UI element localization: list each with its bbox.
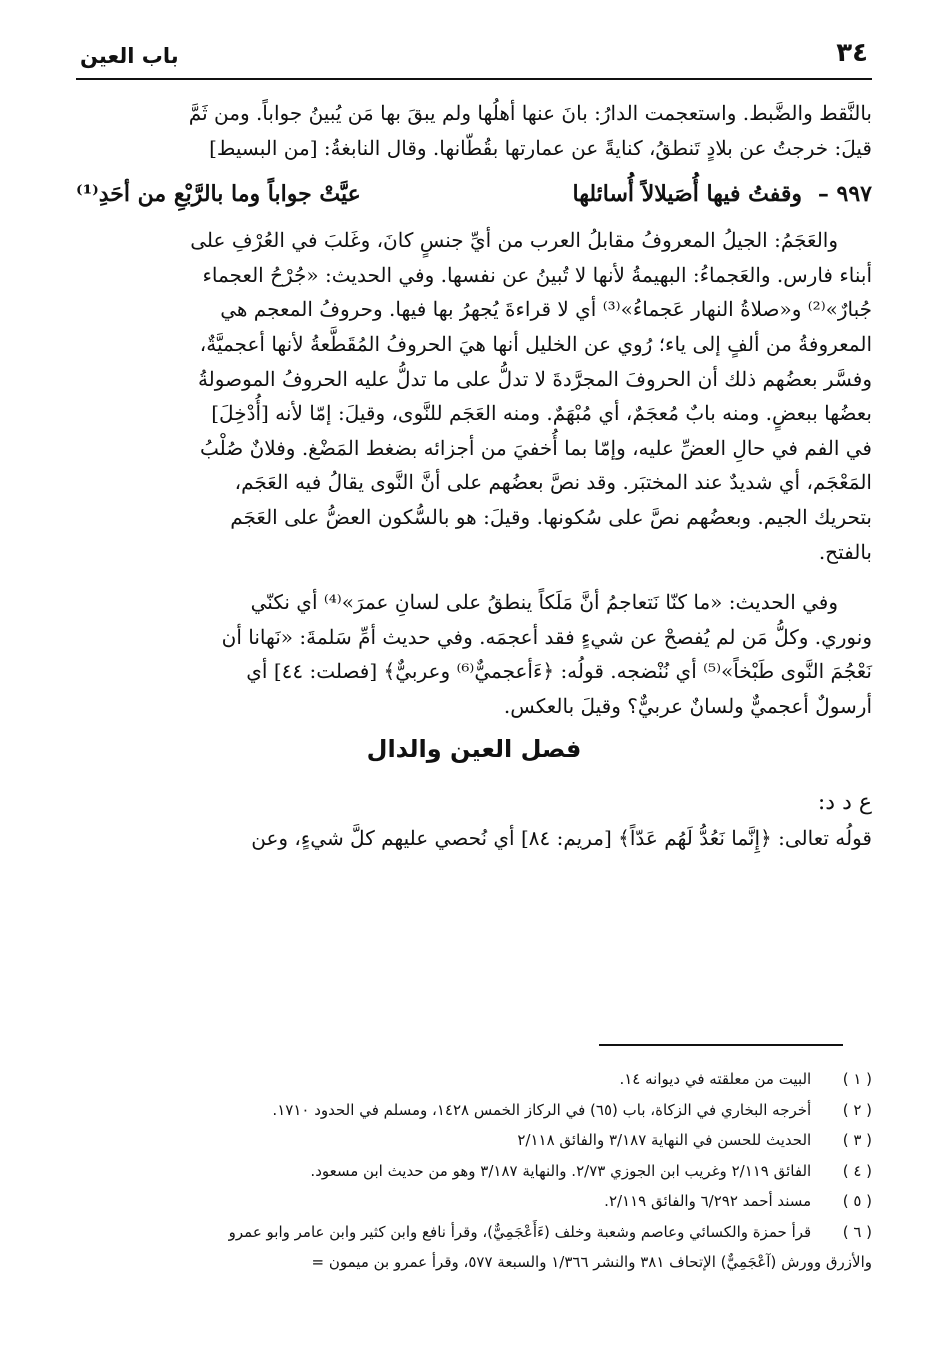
text-line: أبناء فارس. والعَجماءُ: البهيمةُ لأنها لا تُبينُ عن نفسها. وفي الحديث: «جُرْحُ العجماء — [202, 262, 872, 287]
footnote-item — [76, 1125, 872, 1156]
text-line: والعَجَمُ: الجيلُ المعروفُ مقابلُ العرب من أيِّ جنسٍ كانَ، وغَلبَ في العُرْفِ على — [190, 228, 838, 253]
footnote-text: الفائق ٢/١١٩ وغريب ابن الجوزي ٢/٧٣. والنهاية ٣/١٨٧ وهو من حديث ابن مسعود. — [310, 1161, 812, 1180]
poetry-verse — [76, 173, 872, 213]
text-line: المعروفةُ من ألفٍ إلى ياء؛ رُوي عن الخليل أنها هيَ الحروفُ المُقَطَّعةُ لأنها أعجميَّةٌ، — [199, 331, 872, 356]
text-line: بالنَّقط والضَّبط. واستعجمت الدارُ: بانَ عنها أهلُها ولم يبقَ بها مَن يُبينُ جواباً. ومن ثَمَّ — [188, 101, 872, 125]
verse-second-hemistich: عيَّتْ جواباً وما بالرَّبْعِ من أحَدِ⁽¹⁾ — [76, 181, 361, 208]
text-line: جُبارٌ»⁽²⁾ و«صلاةُ النهار عَجماءُ»⁽³⁾ أي لا قراءةَ يُجهرُ بها فيها. وحروفُ المعجم هي — [220, 297, 872, 322]
main-text — [76, 96, 872, 855]
text-line: بالفتح. — [818, 539, 872, 564]
footnote-number: ( ٥ ) — [842, 1192, 872, 1210]
footnote-divider — [599, 1044, 843, 1046]
root-entry-heading: ع د د: — [817, 790, 872, 816]
text-line: وفي الحديث: «ما كنّا نَتعاجمُ أنَّ مَلَكاً ينطقُ على لسانِ عمرَ»⁽⁴⁾ أي نكنّي — [250, 590, 838, 615]
section-heading: فصل العين والدال — [366, 734, 582, 763]
text-line: نَعْجُمَ النَّوى طَبْخاً»⁽⁵⁾ أي نُنْضجه. قولُه: ﴿ءَأعجميٌّ⁽⁶⁾ وعربيٌّ﴾ [فصلت: ٤٤] أي — [246, 659, 872, 684]
text-line: أرسولٌ أعجميٌّ ولسانٌ عربيٌّ؟ وقيلَ بالعكس. — [503, 693, 872, 718]
footnote-item — [76, 1186, 872, 1217]
verse-first-hemistich: وقفتُ فيها أُصَيلالاً أُسائلها — [572, 181, 802, 208]
chapter-title: باب العين — [80, 44, 179, 68]
text-line: قولُه تعالى: ﴿إِنَّما نَعُدُّ لَهُم عَدّاً﴾ [مريم: ٨٤] أي نُحصي عليهم كلَّ شيءٍ، وعن — [251, 825, 872, 850]
footnote-number: ( ٤ ) — [842, 1161, 872, 1180]
page-header — [76, 34, 872, 80]
footnote-number: ( ٦ ) — [842, 1222, 872, 1241]
footnote-text: البيت من معلقته في ديوانه ١٤. — [619, 1070, 812, 1088]
footnotes — [76, 1064, 872, 1278]
page-number: ٣٤ — [836, 38, 868, 68]
footnote-text: أخرجه البخاري في الزكاة، باب (٦٥) في الركاز الخمس ١٤٢٨، ومسلم في الحدود ١٧١٠. — [272, 1100, 812, 1119]
footnote-text: قرأ حمزة والكسائي وعاصم وشعبة وخلف (ءَأَعْجَمِيٌّ)، وقرأ نافع وابن كثير وابن عامر وابو عمرو — [228, 1222, 812, 1241]
verse-number: ٩٩٧ – — [817, 181, 872, 208]
footnote-item — [76, 1095, 872, 1126]
text-line: في الفم في حالِ العضِّ عليه، وإمّا بما أُخفيَ من أجزائه بضغط المَضْغ. وفلانٌ صُلْبُ — [200, 435, 872, 460]
footnote-number: ( ٣ ) — [842, 1131, 872, 1149]
footnote-number: ( ١ ) — [842, 1070, 872, 1088]
text-line: ونوري. وكلُّ مَن لم يُفصحْ عن شيءٍ فقد أعجمَه. وفي حديث أمِّ سَلمةَ: «نَهانا أن — [221, 624, 872, 649]
footnote-item — [76, 1156, 872, 1187]
text-line: قيلَ: خرجتُ عن بلادٍ تَنطقُ، كنايةً عن عمارتها بقُطّانها. وقال النابغةُ: [من البسيط] — [209, 135, 872, 160]
text-line: بعضُها ببعضٍ. ومنه بابٌ مُعجَمٌ، أي مُبْهَمٌ. ومنه العَجَم للنَّوى، وقيلَ: إمّا لأنه [أُدْخِلَ] — [211, 401, 872, 426]
text-line: بتحريك الجيم. وبعضُهم نصَّ على سُكونها. وقيلَ: هو بالسُّكون العضُّ على العَجَم — [230, 504, 872, 529]
text-line: وفسَّر بعضُهم ذلك أن الحروفَ المجرَّدةَ لا تدلُّ على ما تدلُّ عليه الحروفُ الموصولةُ — [197, 366, 872, 391]
text-line: المَعْجَم، أي شديدٌ عند المختبَر. وقد نصَّ بعضُهم على أنَّ النَّوى يقالُ فيه العَجَم، — [234, 470, 872, 495]
footnote-item — [76, 1217, 872, 1248]
footnote-text: الحديث للحسن في النهاية ٣/١٨٧ والفائق ٢/١١٨ — [517, 1131, 812, 1149]
footnote-text: مسند أحمد ٦/٢٩٢ والفائق ٢/١١٩. — [604, 1192, 812, 1210]
footnote-continuation: والأزرق وورش (آعْجَمِيٌّ) الإتحاف ٣٨١ والنشر ١/٣٦٦ والسبعة ٥٧٧، وقرأ عمرو بن ميمون = — [311, 1253, 872, 1271]
footnote-item — [76, 1064, 872, 1095]
footnote-number: ( ٢ ) — [842, 1100, 872, 1119]
